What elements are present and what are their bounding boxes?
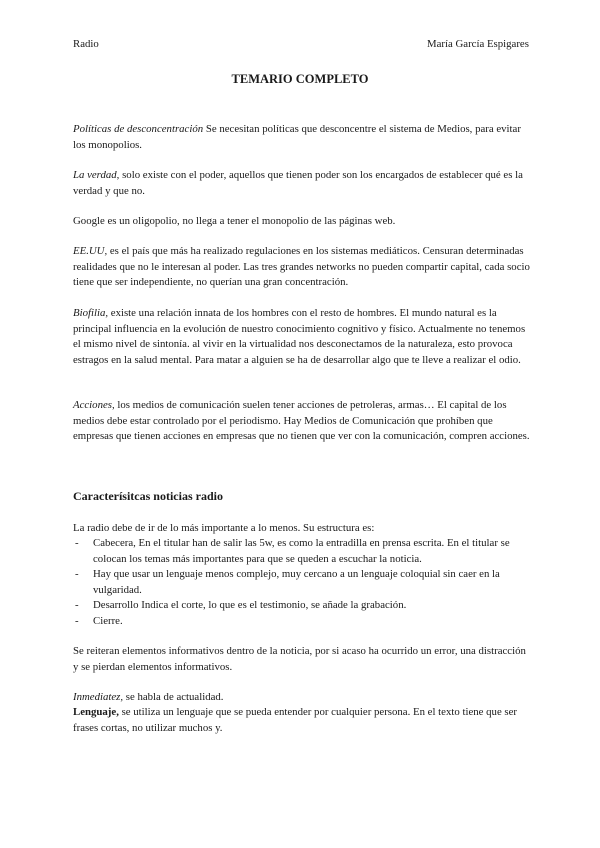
paragraph-text: se utiliza un lenguaje que se pueda entender por cualquier persona. En el texto tiene que ser frases cortas, no utilizar muchos y. [73, 706, 518, 734]
structure-list [73, 536, 532, 629]
paragraph-biofilia [73, 306, 532, 368]
paragraph-text: existe una relación innata de los hombres con el resto de hombres. El mundo natural es la principal influencia en la evolución de nuestro conocimiento cognitivo y físico. Actualmente no tenemos el mismo nivel de sintonía. al vivir en la virtualidad nos desconectamos de la naturaleza, esto provoca estragos en la salud mental. Para matar a alguien se ha de desarrollar algo que te lleve a realizar el odio. [73, 307, 526, 366]
term: Acciones, [73, 399, 115, 411]
list-item: - Cierre. [73, 614, 532, 630]
term: Políticas de desconcentración [73, 123, 204, 135]
paragraph-verdad [73, 168, 532, 199]
section-intro: La radio debe de ir de lo más importante a lo menos. Su estructura es: [73, 522, 375, 534]
paragraph-text: los medios de comunicación suelen tener acciones de petroleras, armas… El capital de los medios debe estar controlado por el periodismo. Hay Medios de Comunicación que prohíben que empresas que tienen acciones en empresas que no tienen que ver con la comunicación, compren acciones. [73, 399, 530, 442]
paragraph-text: se habla de actualidad. [123, 691, 224, 703]
paragraph-reiteran: Se reiteran elementos informativos dentro de la noticia, por si acaso ha ocurrido un error, una distracción y se pierdan elementos informativos. [73, 645, 526, 673]
term: Lenguaje, [73, 706, 119, 718]
paragraph-text: Se necesitan políticas que desconcentre el sistema de Medios, para evitar los monopolios. [73, 123, 521, 151]
paragraph-text: es el país que más ha realizado regulaciones en los sistemas mediáticos. Censuran determinadas realidades que no le interesan al poder. Las tres grandes networks no pueden compartir capital, cada socio tiene que ser independiente, no querían una gran concentración. [73, 245, 530, 288]
paragraph-eeuu [73, 244, 532, 291]
term: Inmediatez, [73, 691, 124, 703]
paragraph-lenguaje [73, 705, 532, 736]
paragraph-politicas [73, 122, 532, 153]
list-item: - Cabecera, En el titular han de salir las 5w, es como la entradilla en prensa escrita. En el titular se colocan los temas más importantes para que se queden a escuchar la noticia. [73, 536, 532, 567]
paragraph-inmediatez [73, 690, 532, 706]
list-item: - Desarrollo Indica el corte, lo que es el testimonio, se añade la grabación. [73, 598, 532, 614]
header-left: Radio [73, 38, 99, 50]
paragraph-text: solo existe con el poder, aquellos que tienen poder son los encargados de establecer qué es la verdad y que no. [73, 169, 523, 197]
paragraph-acciones [73, 398, 532, 445]
paragraph-text: Google es un oligopolio, no llega a tener el monopolio de las páginas web. [73, 215, 396, 227]
header-right: María García Espigares [427, 38, 529, 50]
page-title: TEMARIO COMPLETO [231, 72, 369, 86]
term: Biofilia, [73, 307, 109, 319]
list-item: - Hay que usar un lenguaje menos complejo, muy cercano a un lenguaje coloquial sin caer en la vulgaridad. [73, 567, 532, 598]
term: EE.UU, [73, 245, 108, 257]
term: La verdad, [73, 169, 120, 181]
section-heading: Caracterísitcas noticias radio [73, 489, 223, 503]
paragraph-google [73, 214, 532, 230]
